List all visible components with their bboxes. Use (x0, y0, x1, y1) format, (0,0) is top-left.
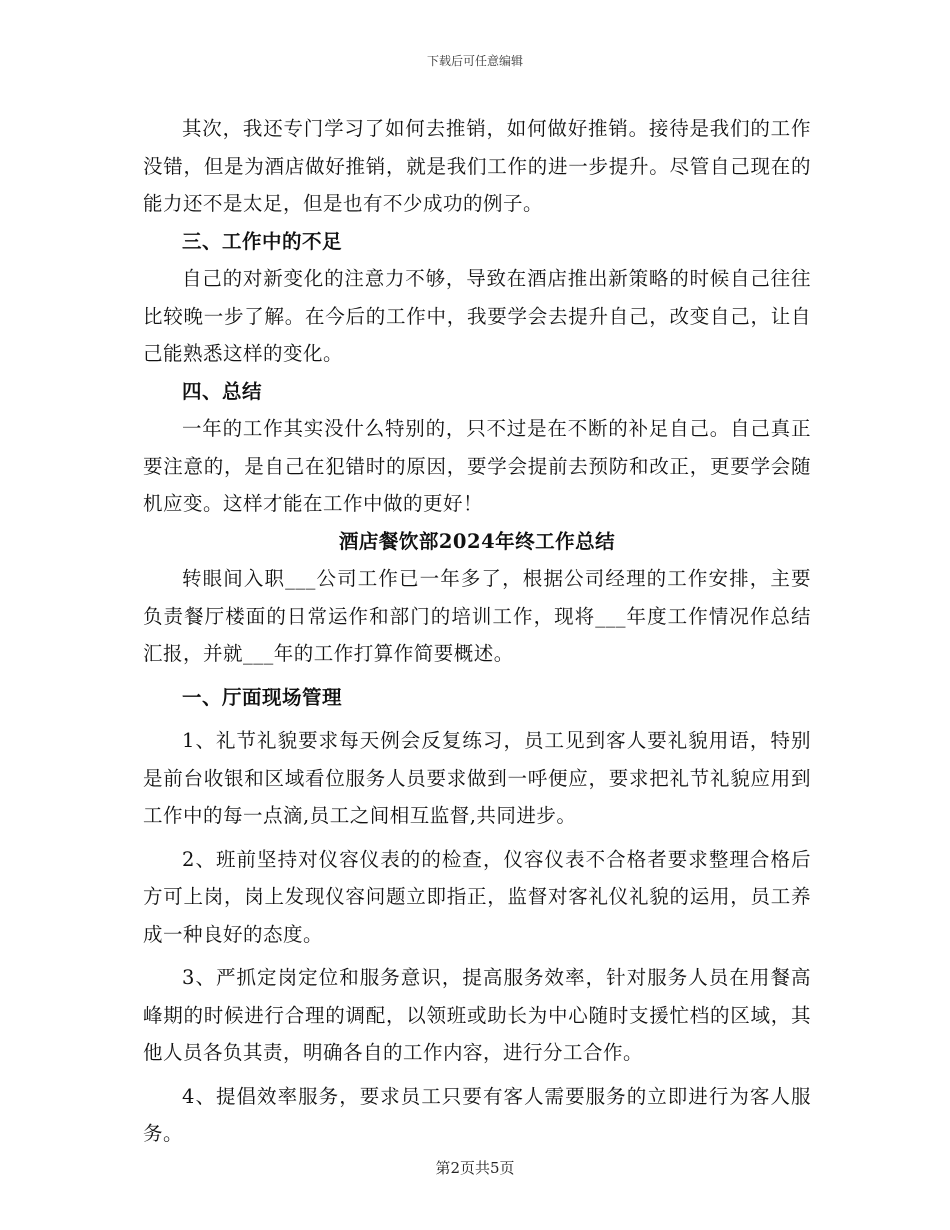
document-body (143, 110, 811, 1153)
document-title: 酒店餐饮部2024年终工作总结 (338, 529, 616, 553)
paragraph-shortcomings: 自己的对新变化的注意力不够，导致在酒店推出新策略的时候自己往往比较晚一步了解。在今后的工作中，我要学会去提升自己，改变自己，让自己能熟悉这样的变化。 (143, 267, 811, 365)
list-item-positioning: 3、严抓定岗定位和服务意识，提高服务效率，针对服务人员在用餐高峰期的时候进行合理的调配，以领班或助长为中心随时支援忙档的区域，其他人员各负其责，明确各自的工作内容，进行分工合作。 (143, 966, 811, 1064)
list-item-appearance-check: 2、班前坚持对仪容仪表的的检查，仪容仪表不合格者要求整理合格后方可上岗，岗上发现仪容问题立即指正，监督对客礼仪礼貌的运用，员工养成一种良好的态度。 (143, 847, 811, 946)
list-item-efficiency: 4、提倡效率服务，要求员工只要有客人需要服务的立即进行为客人服务。 (143, 1084, 811, 1145)
paragraph-promotion: 其次，我还专门学习了如何去推销，如何做好推销。接待是我们的工作没错，但是为酒店做好推销，就是我们工作的进一步提升。尽管自己现在的能力还不是太足，但是也有不少成功的例子。 (143, 117, 811, 215)
list-item-etiquette: 1、礼节礼貌要求每天例会反复练习，员工见到客人要礼貌用语，特别是前台收银和区域看位服务人员要求做到一呼便应，要求把礼节礼貌应用到工作中的每一点滴,员工之间相互监督,共同进步。 (143, 729, 811, 827)
page-footer: 第2页共5页 (435, 1159, 515, 1177)
page-header: 下载后可任意编辑 (426, 54, 523, 68)
paragraph-intro: 转眼间入职___公司工作已一年多了，根据公司经理的工作安排，主要负责餐厅楼面的日常运作和部门的培训工作，现将___年度工作情况作总结汇报，并就___年的工作打算作简要概述。 (143, 567, 811, 665)
heading-shortcomings: 三、工作中的不足 (182, 229, 343, 253)
heading-summary: 四、总结 (182, 379, 263, 403)
heading-floor-management: 一、厅面现场管理 (182, 685, 343, 709)
paragraph-summary: 一年的工作其实没什么特别的，只不过是在不断的补足自己。自己真正要注意的，是自己在犯错时的原因，要学会提前去预防和改正，更要学会随机应变。这样才能在工作中做的更好！ (143, 417, 811, 515)
